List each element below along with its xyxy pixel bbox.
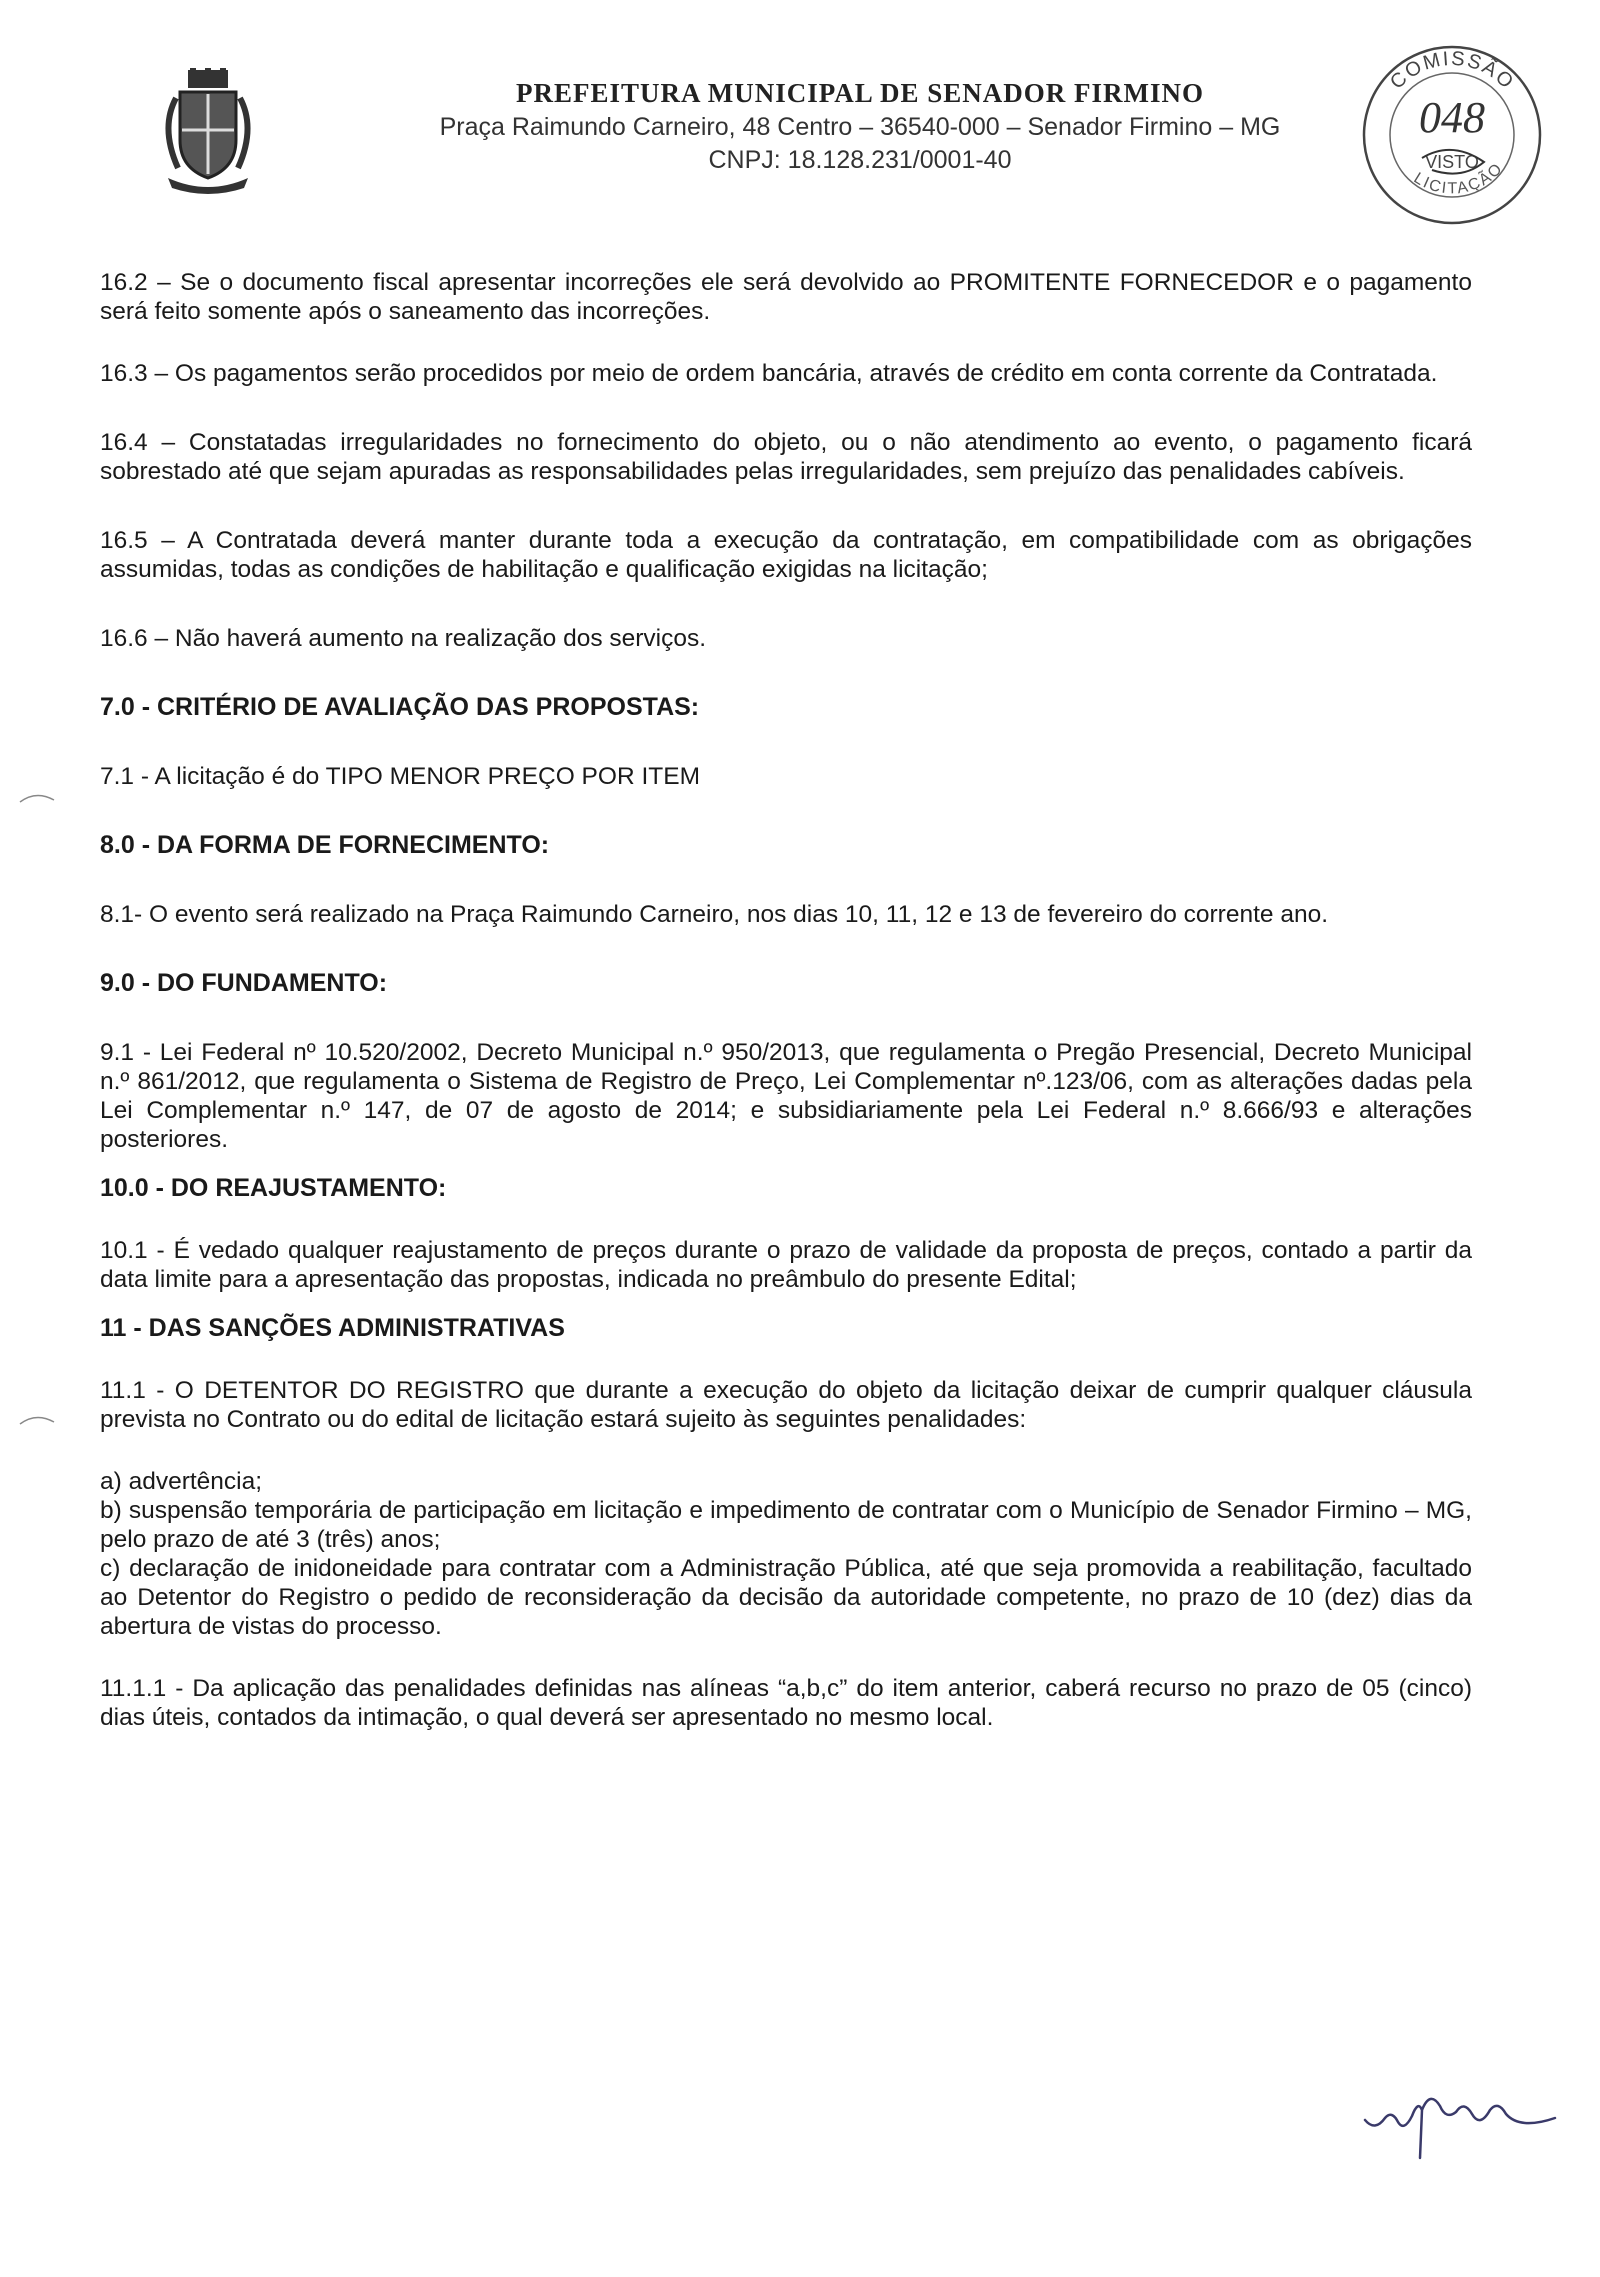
clause-16-2: 16.2 – Se o documento fiscal apresentar incorreções ele será devolvido ao PROMITENTE FORNECEDOR e o pagamento será feito somente após o saneamento das incorreções.: [100, 269, 1472, 325]
penalty-item-a: a) advertência;: [100, 1468, 263, 1495]
municipality-cnpj: CNPJ: 18.128.231/0001-40: [708, 146, 1012, 174]
svg-text:COMISSÃO: [1386, 48, 1519, 95]
clause-8-1: 8.1- O evento será realizado na Praça Raimundo Carneiro, nos dias 10, 11, 12 e 13 de fevereiro do corrente ano.: [100, 901, 1329, 928]
coat-of-arms-icon: [158, 68, 258, 196]
municipality-address: Praça Raimundo Carneiro, 48 Centro – 36540-000 – Senador Firmino – MG: [439, 113, 1281, 141]
clause-11-1: 11.1 - O DETENTOR DO REGISTRO que durante a execução do objeto da licitação deixar de cumprir qualquer cláusula prevista no Contrato ou do edital de licitação estará sujeito às seguintes penalidades:: [100, 1377, 1472, 1433]
penalty-item-c: c) declaração de inidoneidade para contratar com a Administração Pública, até que seja promovida a reabilitação, facultado ao Detentor do Registro o pedido de reconsideração da decisão da autoridade competente, no prazo de 10 (dez) dias da abertura de vistas do processo.: [100, 1555, 1472, 1640]
stamp-top-text: COMISSÃO: [1385, 47, 1519, 95]
penalty-item-b: b) suspensão temporária de participação em licitação e impedimento de contratar com o Município de Senador Firmino – MG, pelo prazo de até 3 (três) anos;: [100, 1497, 1472, 1553]
section-heading-11: 11 - DAS SANÇÕES ADMINISTRATIVAS: [100, 1314, 565, 1342]
section-heading-10: 10.0 - DO REAJUSTAMENTO:: [100, 1174, 447, 1202]
municipality-title: PREFEITURA MUNICIPAL DE SENADOR FIRMINO: [515, 78, 1205, 108]
handwritten-signature: [1360, 2070, 1560, 2160]
section-heading-7: 7.0 - CRITÉRIO DE AVALIAÇÃO DAS PROPOSTAS:: [100, 693, 700, 721]
margin-mark: [18, 790, 58, 810]
section-heading-9: 9.0 - DO FUNDAMENTO:: [100, 969, 388, 997]
document-header: [0, 0, 1600, 250]
clause-9-1: 9.1 - Lei Federal nº 10.520/2002, Decreto Municipal n.º 950/2013, que regulamenta o Pregão Presencial, Decreto Municipal n.º 861/2012, que regulamenta o Sistema de Registro de Preço, Lei Complementar nº.123/06, com as alterações dadas pela Lei Complementar n.º 147, de 07 de agosto de 2014; e subsidiariamente pela Lei Federal n.º 8.666/93 e alterações posteriores.: [100, 1039, 1472, 1153]
clause-10-1: 10.1 - É vedado qualquer reajustamento de preços durante o prazo de validade da proposta de preços, contado a partir da data limite para a apresentação das propostas, indicada no preâmbulo do presente Edital;: [100, 1237, 1472, 1293]
clause-16-5: 16.5 – A Contratada deverá manter durante toda a execução da contratação, em compatibilidade com as obrigações assumidas, todas as condições de habilitação e qualificação exigidas na licitação;: [100, 527, 1472, 583]
commission-stamp: [1352, 40, 1552, 230]
clause-16-4: 16.4 – Constatadas irregularidades no fornecimento do objeto, ou o não atendimento ao evento, o pagamento ficará sobrestado até que sejam apuradas as responsabilidades pelas irregularidades, sem prejuízo das penalidades cabíveis.: [100, 429, 1472, 485]
clause-11-1-1: 11.1.1 - Da aplicação das penalidades definidas nas alíneas “a,b,c” do item anterior, caberá recurso no prazo de 05 (cinco) dias úteis, contados da intimação, o qual deverá ser apresentado no mesmo local.: [100, 1675, 1472, 1731]
stamp-bottom-text: LICITAÇÃO: [1410, 159, 1507, 198]
stamp-number: 048: [1419, 93, 1485, 142]
document-body: [100, 268, 1472, 1732]
clause-16-3: 16.3 – Os pagamentos serão procedidos por meio de ordem bancária, através de crédito em conta corrente da Contratada.: [100, 360, 1438, 387]
stamp-middle-text: VISTO: [1425, 152, 1479, 172]
section-heading-8: 8.0 - DA FORMA DE FORNECIMENTO:: [100, 831, 550, 859]
clause-16-6: 16.6 – Não haverá aumento na realização dos serviços.: [100, 625, 707, 652]
margin-mark: [18, 1412, 58, 1432]
header-text-block: [360, 78, 1360, 175]
clause-7-1: 7.1 - A licitação é do TIPO MENOR PREÇO POR ITEM: [100, 763, 700, 790]
